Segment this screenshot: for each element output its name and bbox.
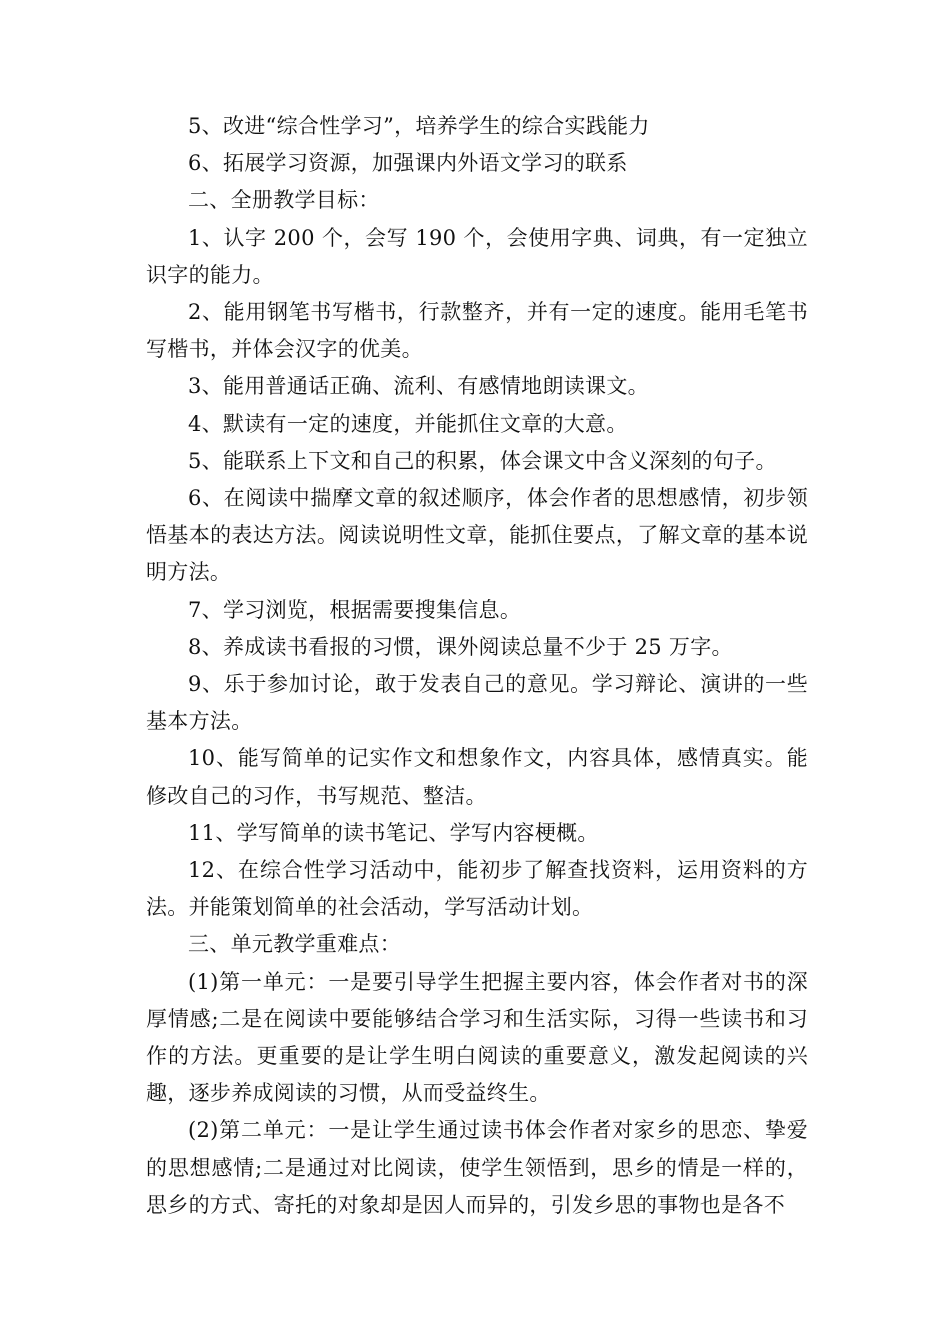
paragraph-goal-5: 5、改进“综合性学习”，培养学生的综合实践能力 (188, 114, 650, 138)
paragraph-objective-6: 6、在阅读中揣摩文章的叙述顺序，体会作者的思想感情，初步领悟基本的表达方法。阅读说明性文章，能抓住要点，了解文章的基本说明方法。 (146, 486, 808, 585)
paragraph-objective-5: 5、能联系上下文和自己的积累，体会课文中含义深刻的句子。 (188, 448, 777, 473)
paragraph-objective-7: 7、学习浏览，根据需要搜集信息。 (188, 597, 522, 622)
paragraph-objective-2: 2、能用钢笔书写楷书，行款整齐，并有一定的速度。能用毛笔书写楷书，并体会汉字的优美。 (146, 300, 808, 362)
paragraph-objective-9: 9、乐于参加讨论，敢于发表自己的意见。学习辩论、演讲的一些基本方法。 (146, 672, 808, 734)
paragraph-objective-1: 1、认字 200 个，会写 190 个，会使用字典、词典，有一定独立识字的能力。 (146, 225, 808, 287)
paragraph-objective-4: 4、默读有一定的速度，并能抓住文章的大意。 (188, 411, 628, 436)
paragraph-objective-3: 3、能用普通话正确、流利、有感情地朗读课文。 (188, 374, 649, 399)
section-heading-objectives: 二、全册教学目标： (188, 188, 380, 213)
section-heading-unit-focus: 三、单元教学重难点： (188, 932, 401, 957)
paragraph-objective-12: 12、在综合性学习活动中，能初步了解查找资料，运用资料的方法。并能策划简单的社会活动，学写活动计划。 (146, 858, 808, 920)
paragraph-objective-10: 10、能写简单的记实作文和想象作文，内容具体，感情真实。能修改自己的习作，书写规范、整洁。 (146, 746, 808, 808)
paragraph-objective-8: 8、养成读书看报的习惯，课外阅读总量不少于 25 万字。 (188, 634, 733, 659)
document-body (146, 108, 808, 1224)
paragraph-unit-2: (2)第二单元：一是让学生通过读书体会作者对家乡的思恋、挚爱的思想感情;二是通过对比阅读，使学生领悟到，思乡的情是一样的，思乡的方式、寄托的对象却是因人而异的，引发乡思的事物也是各不 (146, 1118, 808, 1217)
paragraph-goal-6: 6、拓展学习资源，加强课内外语文学习的联系 (188, 151, 628, 176)
paragraph-unit-1: (1)第一单元：一是要引导学生把握主要内容，体会作者对书的深厚情感;二是在阅读中要能够结合学习和生活实际，习得一些读书和习作的方法。更重要的是让学生明白阅读的重要意义，激发起阅读的兴趣，逐步养成阅读的习惯，从而受益终生。 (146, 969, 808, 1106)
paragraph-objective-11: 11、学写简单的读书笔记、学写内容梗概。 (188, 820, 599, 845)
